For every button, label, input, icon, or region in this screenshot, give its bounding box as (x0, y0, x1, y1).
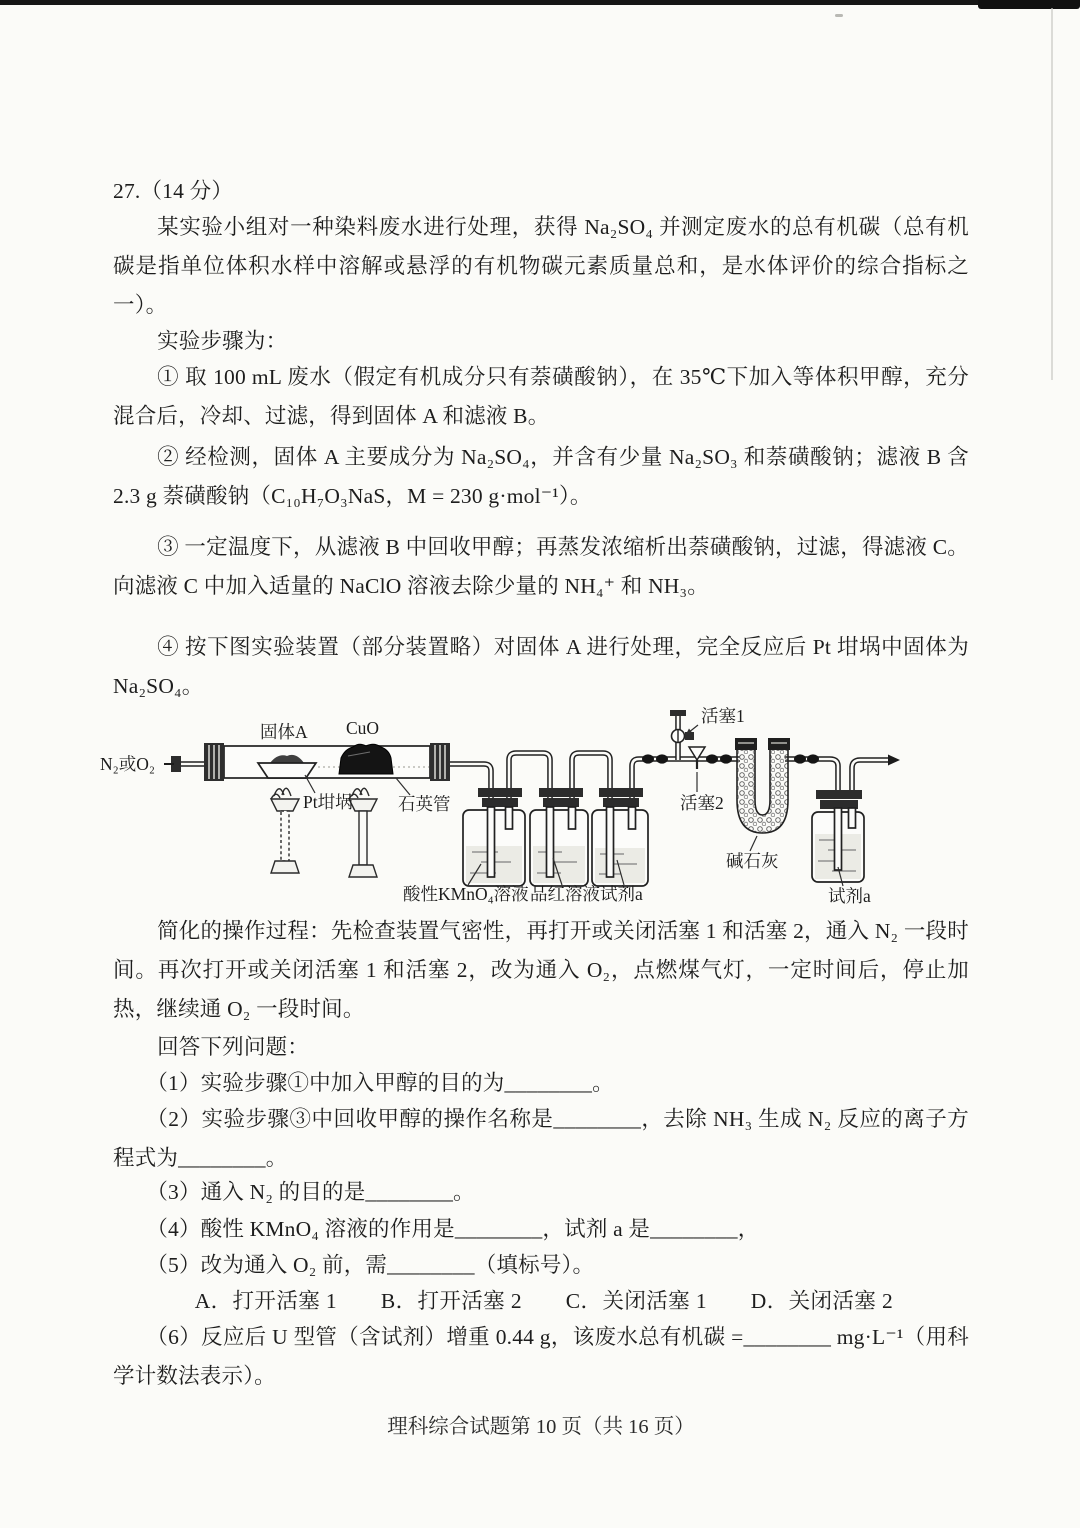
question-4: （4）酸性 KMnO₄ 溶液的作用是________，试剂 a 是________， (146, 1217, 760, 1241)
scan-speck-artifact (835, 14, 843, 17)
quartz-tube-label: 石英管 (398, 794, 451, 814)
question-6: （6）反应后 U 型管（含试剂）增重 0.44 g，该废水总有机碳 =________ mg·L⁻¹（用科学计数法表示）。 (113, 1325, 969, 1388)
step-4: ④ 按下图实验装置（部分装置略）对固体 A 进行处理，完全反应后 Pt 坩埚中固体为 Na₂SO₄。 (113, 635, 969, 698)
stopcock1-label: 活塞1 (701, 706, 745, 726)
scan-corner-artifact (978, 0, 1080, 9)
answer-prompt: 回答下列问题： (157, 1035, 309, 1059)
soda-lime-label: 碱石灰 (726, 851, 779, 871)
question-2: （2）实验步骤③中回收甲醇的操作名称是________，去除 NH₃ 生成 N₂ 反应的离子方程式为________。 (113, 1107, 969, 1170)
fuchsin-label: 品红溶液 (530, 884, 600, 904)
operation-paragraph: 简化的操作过程：先检查装置气密性，再打开或关闭活塞 1 和活塞 2，通入 N₂ 一段时间。再次打开或关闭活塞 1 和活塞 2，改为通入 O₂，点燃煤气灯，一定时间后，停止加热，继续通 O₂ 一段时间。 (113, 919, 969, 1021)
question-1: （1）实验步骤①中加入甲醇的目的为________。 (146, 1071, 614, 1095)
steps-label: 实验步骤为： (157, 329, 288, 353)
gas-washing-bottle-kmno4 (463, 788, 525, 886)
gas-outlet-arrow (888, 755, 900, 766)
tube-stopper-right (430, 743, 450, 781)
page-footer: 理科综合试题第 10 页（共 16 页） (387, 1416, 695, 1438)
solid-a-label: 固体A (260, 722, 308, 742)
u-tube-soda-lime (735, 738, 790, 833)
reagent-a-label-2: 试剂a (828, 886, 871, 906)
reagent-a-label-1: 试剂a (600, 884, 643, 904)
question-5: （5）改为通入 O₂ 前，需________（填标号）。 (146, 1253, 595, 1277)
intro-paragraph: 某实验小组对一种染料废水进行处理，获得 Na₂SO₄ 并测定废水的总有机碳（总有机碳是指单位体积水样中溶解或悬浮的有机物碳元素质量总和，是水体评价的综合指标之一）。 (113, 215, 969, 317)
gas-washing-bottle-fuchsin (530, 788, 588, 886)
burner-left (271, 788, 299, 873)
cuo-label: CuO (346, 718, 380, 738)
stopcock2-label: 活塞2 (680, 793, 724, 813)
scan-streak-artifact (1051, 8, 1053, 380)
question-3: （3）通入 N₂ 的目的是________。 (146, 1180, 475, 1204)
burner-right (349, 788, 377, 877)
step-3: ③ 一定温度下，从滤液 B 中回收甲醇；再蒸发浓缩析出萘磺酸钠，过滤，得滤液 C。向滤液 C 中加入适量的 NaClO 溶液去除少量的 NH₄⁺ 和 NH₃。 (113, 535, 969, 598)
u-tube-stopper-right (768, 738, 790, 750)
scan-edge-artifact (0, 0, 1080, 5)
apparatus-diagram (100, 700, 980, 935)
step-1: ① 取 100 mL 废水（假定有机成分只有萘磺酸钠），在 35℃下加入等体积甲醇，充分混合后，冷却、过滤，得到固体 A 和滤液 B。 (113, 365, 969, 428)
quartz-tube (204, 743, 450, 781)
step-2: ② 经检测，固体 A 主要成分为 Na₂SO₄，并含有少量 Na₂SO₃ 和萘磺酸钠；滤液 B 含 2.3 g 萘磺酸钠（C₁₀H₇O₃NaS，M = 230 g·mol⁻¹）。 (113, 445, 969, 508)
question-5-options: A．打开活塞 1 B．打开活塞 2 C．关闭活塞 1 D．关闭活塞 2 (194, 1289, 894, 1313)
tube-stopper-left (204, 743, 224, 781)
gas-inlet-label: N₂或O₂ (100, 754, 155, 774)
u-tube-stopper-left (735, 738, 757, 750)
question-number: 27.（14 分） (113, 179, 234, 203)
stopcock-1 (670, 710, 694, 743)
kmno4-label: 酸性KMnO₄溶液 (403, 884, 529, 904)
pt-crucible-label: Pt坩埚 (303, 792, 353, 812)
